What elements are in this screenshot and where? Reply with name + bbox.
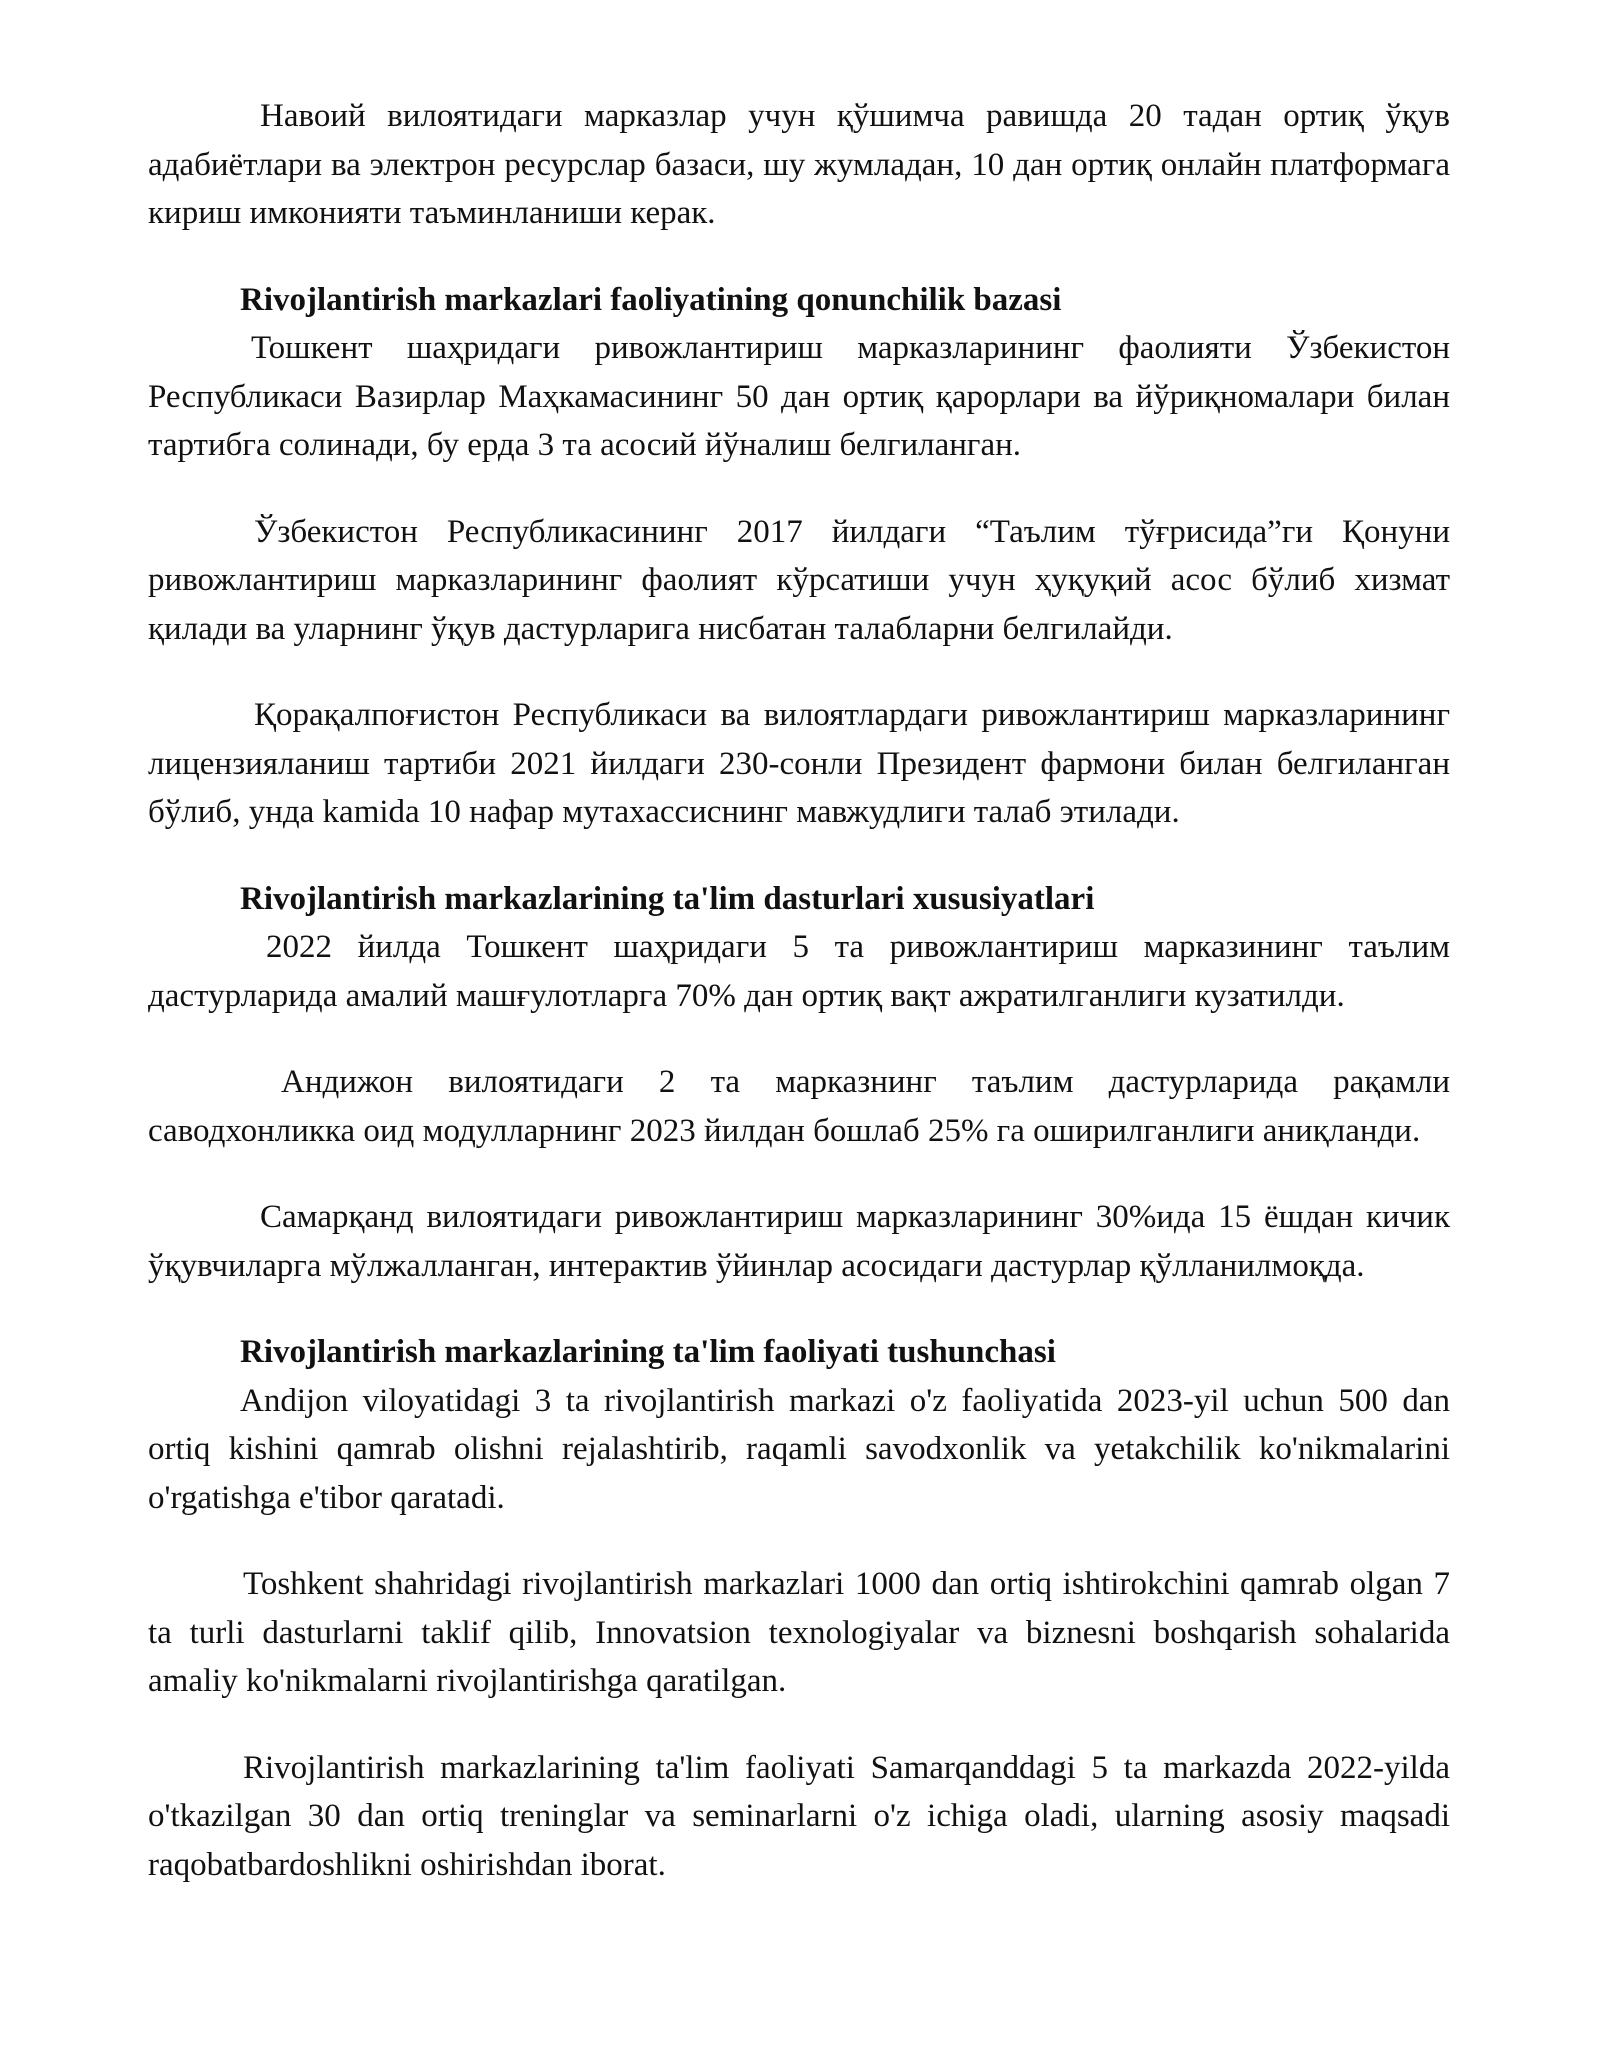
paragraph-licensing: Қорақалпоғистон Республикаси ва вилоятлардаги ривожлантириш марказларининг лицензияланиш тартиби 2021 йилдаги 230-сонли Президент фармони билан белгиланган бўлиб, унда kamida 10 нафар мутахассиснинг мавжудлиги талаб этилади. bbox=[148, 697, 1450, 830]
paragraph-interactive-games: Самарқанд вилоятидаги ривожлантириш марказларининг 30%ида 15 ёшдан кичик ўқувчиларга мўлжалланган, интерактив ўйинлар асосидаги дастурлар қўлланилмоқда. bbox=[148, 1199, 1450, 1284]
paragraph-education-law: Ўзбекистон Республикасининг 2017 йилдаги “Таълим тўғрисида”ги Қонуни ривожлантириш марказларининг фаолият кўрсатиши учун ҳуқуқий асос бўлиб хизмат қилади ва уларнинг ўқув дастурларига нисбатан талабларни белгилайди. bbox=[148, 513, 1450, 647]
paragraph-digital-literacy: Андижон вилоятидаги 2 та марказнинг таълим дастурларида рақамли саводхонликка оид модулларнинг 2023 йилдан бошлаб 25% га оширилганлиги аниқланди. bbox=[148, 1064, 1450, 1149]
paragraph-andijon-plan: Andijon viloyatidagi 3 ta rivojlantirish markazi o'z faoliyatida 2023-yil uchun 500 dan ortiq kishini qamrab olishni rejalashtirib, raqamli savodxonlik va yetakchilik ko'nikmalarini o'rgatishga e'tibor qaratadi. bbox=[148, 1382, 1450, 1516]
heading-education-concept: Rivojlantirish markazlarining ta'lim faoliyati tushunchasi bbox=[240, 1334, 1056, 1370]
paragraph-tashkent-regulation: Тошкент шаҳридаги ривожлантириш марказларининг фаолияти Ўзбекистон Республикаси Вазирлар Маҳкамасининг 50 дан ортиқ қарорлари ва йўриқномалари билан тартибга солинади, бу ерда 3 та асосий йўналиш белгиланган. bbox=[148, 330, 1450, 463]
paragraph-samarqand-trainings: Rivojlantirish markazlarining ta'lim faoliyati Samarqanddagi 5 ta markazda 2022-yilda o'tkazilgan 30 dan ortiq treninglar va seminarlarni o'z ichiga oladi, ularning asosiy maqsadi raqobatbardoshlikni oshirishdan iborat. bbox=[148, 1749, 1450, 1883]
paragraph-toshkent-programs: Toshkent shahridagi rivojlantirish markazlari 1000 dan ortiq ishtirokchini qamrab olgan 7 ta turli dasturlarni taklif qilib, Innovatsion texnologiyalar va biznesni boshqarish sohalarida amaliy ko'nikmalarni rivojlantirishga qaratilgan. bbox=[148, 1566, 1450, 1699]
document-page bbox=[148, 92, 1450, 1889]
paragraph-practical-lessons: 2022 йилда Тошкент шаҳридаги 5 та ривожлантириш марказининг таълим дастурларида амалий машғулотларга 70% дан ортиқ вақт ажратилганлиги кузатилди. bbox=[148, 929, 1450, 1014]
heading-program-features: Rivojlantirish markazlarining ta'lim dasturlari xususiyatlari bbox=[240, 880, 1095, 917]
heading-legal-basis: Rivojlantirish markazlari faoliyatining qonunchilik bazasi bbox=[240, 281, 1062, 318]
paragraph-navoi-resources: Навоий вилоятидаги марказлар учун қўшимча равишда 20 тадан ортиқ ўқув адабиётлари ва электрон ресурслар базаси, шу жумладан, 10 дан ортиқ онлайн платформага кириш имконияти таъминланиши керак. bbox=[148, 98, 1450, 231]
